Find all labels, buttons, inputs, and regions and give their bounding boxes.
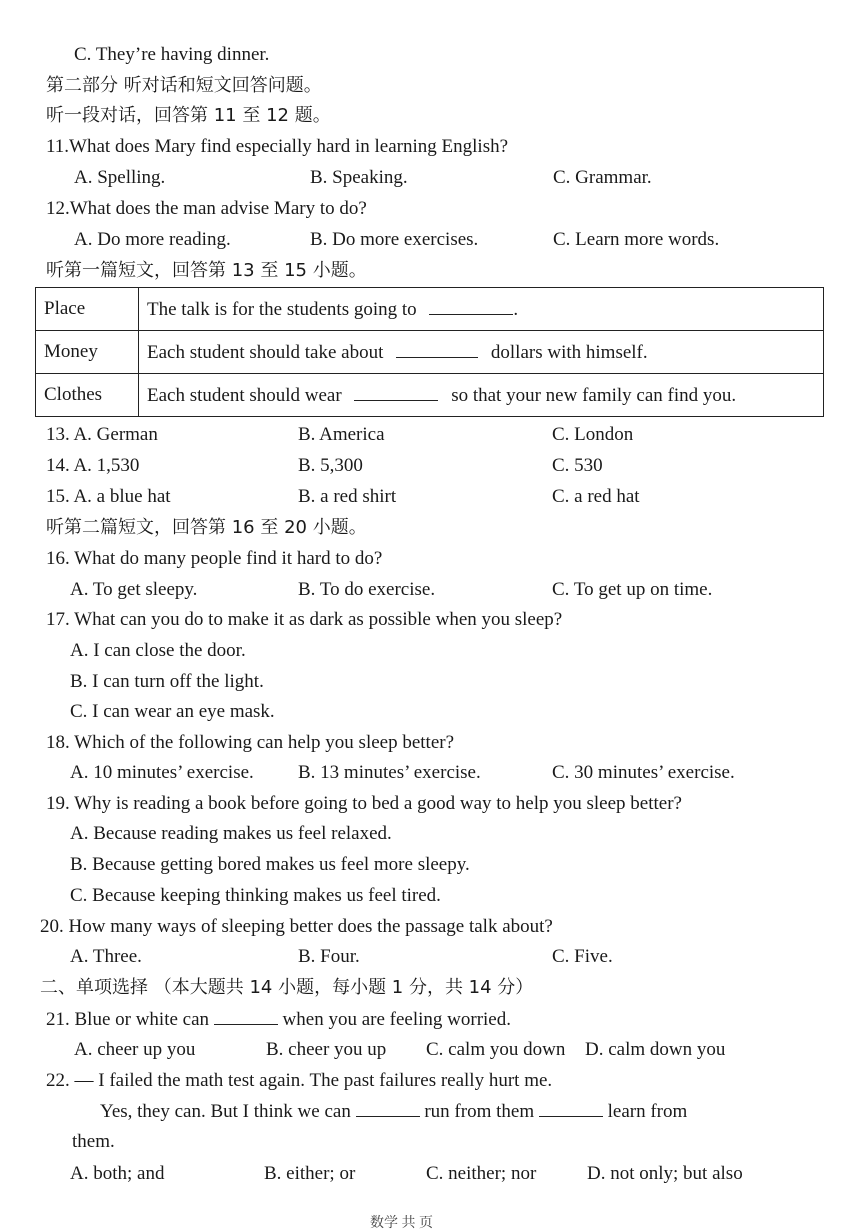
q11-option-b: B. Speaking. (310, 167, 408, 188)
answer-blank[interactable] (354, 384, 438, 401)
q14-option-a: 14. A. 1,530 (46, 455, 140, 476)
section2-title: 二、单项选择 （本大题共 14 小题，每小题 1 分，共 14 分） (40, 977, 534, 998)
cell-text: so that your new family can find you. (451, 384, 737, 406)
cell-text: Each student should take about (147, 341, 384, 363)
table-row (36, 331, 824, 374)
q21-stem-text: when you are feeling worried. (282, 1009, 511, 1030)
q11-option-a: A. Spelling. (74, 167, 166, 188)
q12-option-b: B. Do more exercises. (310, 229, 479, 250)
answer-blank[interactable] (356, 1100, 420, 1117)
q13-option-b: B. America (298, 424, 385, 445)
q15-option-b: B. a red shirt (298, 486, 397, 507)
q19-stem: 19. Why is reading a book before going to bed a good way to help you sleep better? (46, 793, 682, 814)
q22-option-b: B. either; or (264, 1163, 356, 1184)
q17-stem: 17. What can you do to make it as dark as possible when you sleep? (46, 609, 563, 630)
q12-stem: 12.What does the man advise Mary to do? (46, 198, 367, 219)
table-label-place: Place (36, 288, 139, 331)
q22-stem: 22. — I failed the math test again. The past failures really hurt me. (46, 1070, 553, 1091)
q12-option-a: A. Do more reading. (74, 229, 231, 250)
table-label-clothes: Clothes (36, 374, 139, 417)
table-row (36, 374, 824, 417)
table-cell-money (139, 331, 824, 374)
answer-blank[interactable] (396, 341, 478, 358)
q13-option-a: 13. A. German (46, 424, 158, 445)
q20-option-b: B. Four. (298, 946, 360, 967)
q11-option-c: C. Grammar. (553, 167, 652, 188)
table-cell-clothes (139, 374, 824, 417)
q16-stem: 16. What do many people find it hard to do? (46, 548, 383, 569)
table-cell-place (139, 288, 824, 331)
q15-option-a: 15. A. a blue hat (46, 486, 171, 507)
q16-option-b: B. To do exercise. (298, 579, 436, 600)
passage1-instruction: 听第一篇短文，回答第 13 至 15 小题。 (46, 260, 367, 281)
q22-option-a: A. both; and (70, 1163, 165, 1184)
q19-option-c: C. Because keeping thinking makes us feel tired. (70, 885, 441, 906)
q21-option-c: C. calm you down (426, 1039, 566, 1060)
q22-reply-text: Yes, they can. But I think we can (100, 1101, 351, 1122)
q20-option-a: A. Three. (70, 946, 142, 967)
page-footer: 数学 共 页 (370, 1216, 433, 1231)
cell-text: Each student should wear (147, 384, 342, 406)
cell-text: . (513, 298, 519, 320)
q22-reply-continued: them. (72, 1131, 115, 1152)
q22-option-c: C. neither; nor (426, 1163, 537, 1184)
q16-option-c: C. To get up on time. (552, 579, 713, 600)
q15-option-c: C. a red hat (552, 486, 640, 507)
q17-option-c: C. I can wear an eye mask. (70, 701, 275, 722)
passage2-instruction: 听第二篇短文，回答第 16 至 20 小题。 (46, 517, 367, 538)
q19-option-a: A. Because reading makes us feel relaxed. (70, 823, 392, 844)
q18-option-b: B. 13 minutes’ exercise. (298, 762, 481, 783)
q13-option-c: C. London (552, 424, 634, 445)
q21-stem-text: 21. Blue or white can (46, 1009, 210, 1030)
q18-option-a: A. 10 minutes’ exercise. (70, 762, 254, 783)
q20-option-c: C. Five. (552, 946, 613, 967)
q21-option-a: A. cheer up you (74, 1039, 196, 1060)
q22-reply (100, 1100, 687, 1123)
table-row (36, 288, 824, 331)
q22-option-d: D. not only; but also (587, 1163, 743, 1184)
q10-option-c: C. They’re having dinner. (74, 44, 270, 65)
q19-option-b: B. Because getting bored makes us feel more sleepy. (70, 854, 470, 875)
cell-text: dollars with himself. (490, 341, 648, 363)
cell-text: The talk is for the students going to (147, 298, 417, 320)
q18-stem: 18. Which of the following can help you sleep better? (46, 732, 455, 753)
info-table (35, 287, 824, 417)
q18-option-c: C. 30 minutes’ exercise. (552, 762, 735, 783)
q12-option-c: C. Learn more words. (553, 229, 720, 250)
q14-option-c: C. 530 (552, 455, 603, 476)
q14-option-b: B. 5,300 (298, 455, 363, 476)
part2-title: 第二部分 听对话和短文回答问题。 (46, 75, 322, 96)
table-label-money: Money (36, 331, 139, 374)
answer-blank[interactable] (539, 1100, 603, 1117)
q17-option-a: A. I can close the door. (70, 640, 246, 661)
answer-blank[interactable] (429, 298, 513, 315)
q22-reply-text: learn from (607, 1101, 688, 1122)
q20-stem: 20. How many ways of sleeping better does the passage talk about? (40, 916, 553, 937)
q11-stem: 11.What does Mary find especially hard in learning English? (46, 136, 509, 157)
q16-option-a: A. To get sleepy. (70, 579, 198, 600)
answer-blank[interactable] (214, 1008, 278, 1025)
q22-reply-text: run from them (424, 1101, 535, 1122)
q17-option-b: B. I can turn off the light. (70, 671, 264, 692)
q21-stem (46, 1008, 511, 1031)
dialog-instruction: 听一段对话，回答第 11 至 12 题。 (46, 105, 331, 126)
q21-option-b: B. cheer you up (266, 1039, 387, 1060)
q21-option-d: D. calm down you (585, 1039, 726, 1060)
